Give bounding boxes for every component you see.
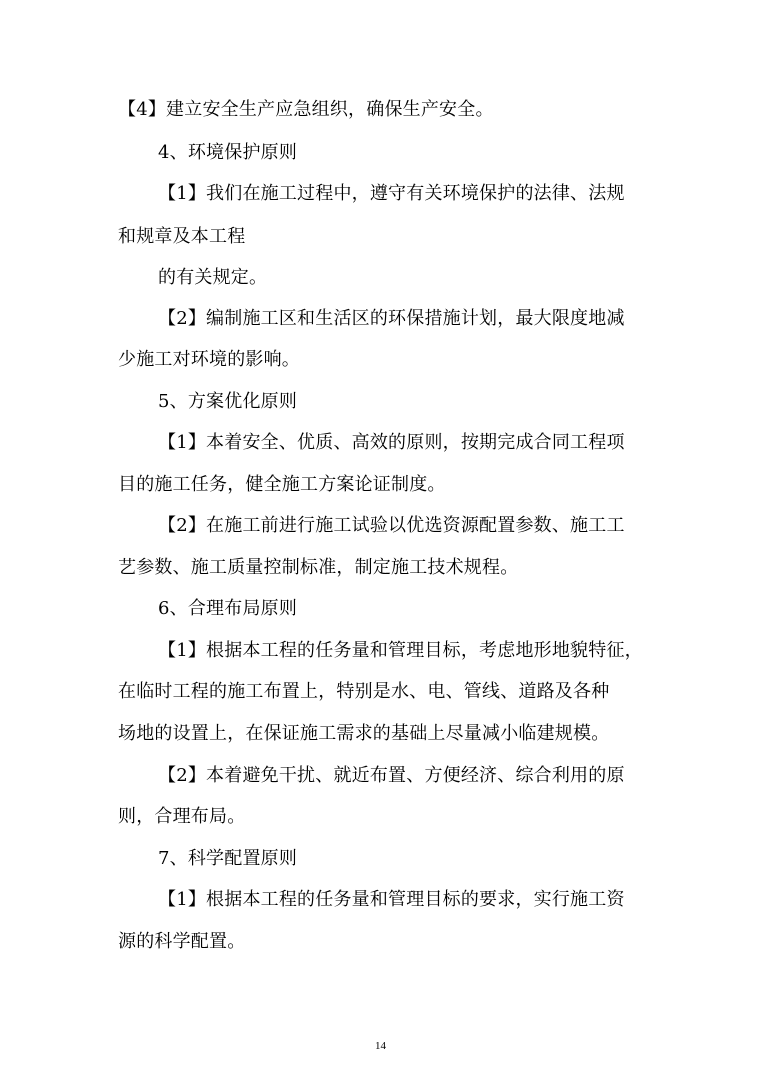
section-heading: 4、环境保护原则 xyxy=(158,142,298,163)
paragraph-line: 的有关规定。 xyxy=(158,267,268,288)
section-heading: 7、科学配置原则 xyxy=(158,848,298,869)
paragraph-line: 【1】根据本工程的任务量和管理目标，考虑地形地貌特征， xyxy=(158,640,643,661)
paragraph-line: 艺参数、施工质量控制标准，制定施工技术规程。 xyxy=(118,557,519,578)
paragraph-line: 在临时工程的施工布置上，特别是水、电、管线、道路及各种 xyxy=(118,681,610,702)
paragraph-line: 目的施工任务，健全施工方案论证制度。 xyxy=(118,474,446,495)
paragraph-line: 场地的设置上，在保证施工需求的基础上尽量减小临建规模。 xyxy=(118,723,610,744)
paragraph-line: 【2】编制施工区和生活区的环保措施计划，最大限度地减 xyxy=(158,308,625,329)
paragraph-line: 【2】在施工前进行施工试验以优选资源配置参数、施工工 xyxy=(158,515,625,536)
section-heading: 5、方案优化原则 xyxy=(158,391,298,412)
paragraph-line: 【1】我们在施工过程中，遵守有关环境保护的法律、法规 xyxy=(158,183,625,204)
paragraph-line: 少施工对环境的影响。 xyxy=(118,349,300,370)
paragraph-line: 【4】建立安全生产应急组织，确保生产安全。 xyxy=(118,99,494,120)
section-heading: 6、合理布局原则 xyxy=(158,598,298,619)
paragraph-line: 【2】本着避免干扰、就近布置、方便经济、综合利用的原 xyxy=(158,765,625,786)
paragraph-line: 【1】根据本工程的任务量和管理目标的要求，实行施工资 xyxy=(158,889,625,910)
paragraph-line: 源的科学配置。 xyxy=(118,931,246,952)
paragraph-line: 【1】本着安全、优质、高效的原则，按期完成合同工程项 xyxy=(158,432,625,453)
page-number: 14 xyxy=(375,1040,386,1052)
paragraph-line: 和规章及本工程 xyxy=(118,226,246,247)
paragraph-line: 则，合理布局。 xyxy=(118,806,246,827)
